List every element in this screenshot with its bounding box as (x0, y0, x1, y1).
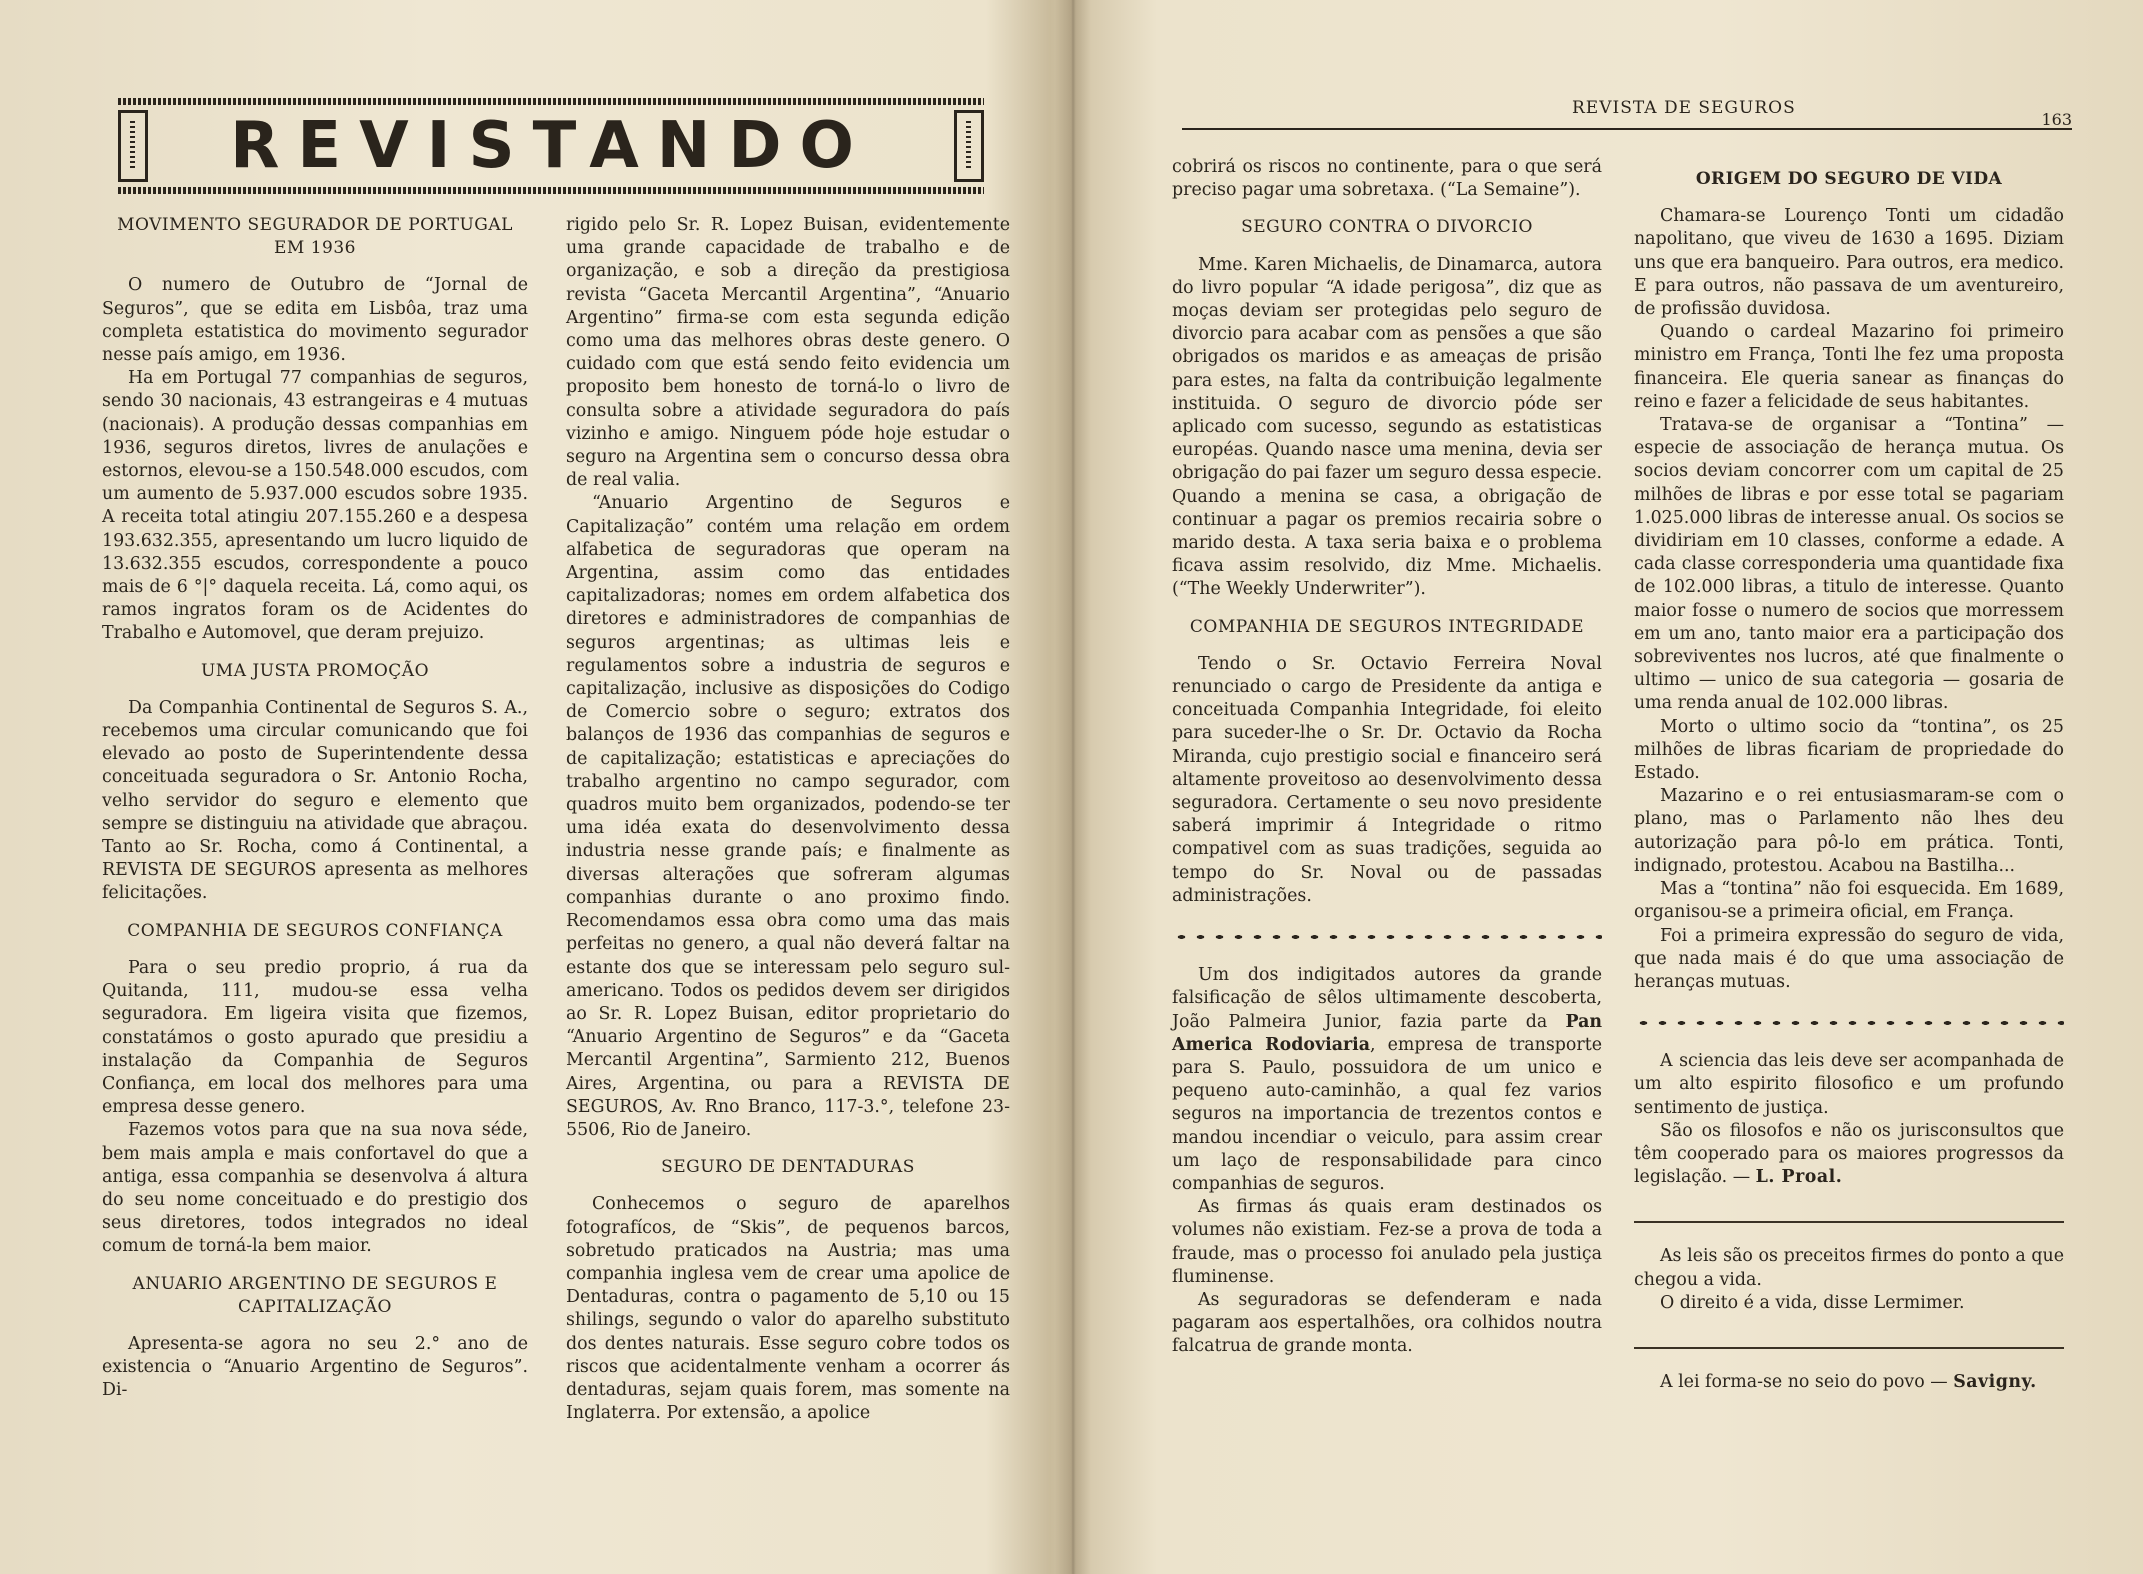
paragraph: cobrirá os riscos no continente, para o que será preciso pagar uma sobretaxa. (“La Semaine”). (1172, 157, 1602, 201)
paragraph: Mme. Karen Michaelis, de Dinamarca, autora do livro popular “A idade perigosa”, diz que as moças deviam ser protegidas pelo seguro de divorcio para acabar com as pensões a que são obrigados os maridos e as ameaças de prisão para estes, na falta da contribuição legalmente instituida. O seguro de divorcio póde ser aplicado com sucesso, segundo as estatisticas européas. Quando nasce uma menina, devia ser obrigação do pai fazer um seguro dessa especie. Quando a menina se casa, a obrigação de continuar a pagar os premios recairia sobre o marido desta. A taxa seria baixa e o problema ficava assim resolvido, diz Mme. Michaelis. (“The Weekly Underwriter”). (1172, 254, 1602, 600)
running-head-title: REVISTA DE SEGUROS (1572, 98, 1796, 118)
rule-divider (1634, 1213, 2064, 1223)
section-title: UMA JUSTA PROMOÇÃO (200, 660, 430, 681)
section-title: SEGURO DE DENTADURAS (661, 1157, 915, 1178)
section-title: ORIGEM DO SEGURO DE VIDA (1695, 169, 2003, 189)
column-2 (566, 214, 1010, 1425)
right-page (1072, 0, 2143, 1574)
section-title: COMPANHIA DE SEGUROS INTEGRIDADE (1189, 616, 1585, 637)
section-title: SEGURO CONTRA O DIVORCIO (1241, 217, 1533, 238)
quote (1634, 1371, 2064, 1394)
page-number: 163 (2041, 110, 2072, 129)
section-title: MOVIMENTO SEGURADOR DE PORTUGAL EM 1936 (117, 215, 513, 259)
masthead-rule-top (118, 98, 984, 105)
quote: A sciencia das leis deve ser acompanhada de um alto espirito filosofico e um profundo sentimento de justiça. (1634, 1051, 2064, 1118)
column-3 (1172, 156, 1602, 1359)
column-4 (1634, 156, 2064, 1394)
rule-divider (1634, 1339, 2064, 1349)
paragraph: Ha em Portugal 77 companhias de seguros, sendo 30 nacionais, 43 estrangeiras e 4 mutuas (nacionais). A produção dessas companhias em 1936, seguros diretos, livres de anulações e estornos, elevou-se a 150.548.000 escudos, com um aumento de 5.937.000 escudos sobre 1935. A receita total atingiu 207.155.260 e a despesa 193.632.355, apresentando um lucro liquido de 13.632.355 escudos, correspondente a pouco mais de 6 °|° daquela receita. Lá, como aqui, os ramos ingratos foram os de Acidentes do Trabalho e Automovel, que deram prejuizo. (102, 368, 528, 644)
paragraph: Foi a primeira expressão do seguro de vida, que nada mais é do que uma associação de heranças mutuas. (1634, 925, 2064, 992)
paragraph: O numero de Outubro de “Jornal de Seguros”, que se edita em Lisbôa, traz uma completa estatistica do movimento segurador nesse país amigo, em 1936. (102, 275, 528, 366)
paragraph: Tratava-se de organisar a “Tontina” — especie de associação de herança mutua. Os socios deviam concorrer com um capital de 25 milhões de libras e por esse total se pagariam 1.025.000 libras de interesse anual. Os socios se dividiriam em 10 classes, conforme a edade. A cada classe corresponderia uma quantidade fixa de 102.000 libras, a titulo de interesse. Quanto maior fosse o numero de socios que morressem em um ano, tanto maior era a participação dos sobreviventes nos lucros, até que finalmente o ultimo — unico de sua categoria — gosaria de uma renda anual de 102.000 libras. (1634, 415, 2064, 714)
section-title: ANUARIO ARGENTINO DE SEGUROS E CAPITALIZAÇÃO (132, 1273, 498, 1317)
paragraph: rigido pelo Sr. R. Lopez Buisan, evidentemente uma grande capacidade de trabalho e de organização, e sob a direção da prestigiosa revista “Gaceta Mercantil Argentina”, “Anuario Argentino” firma-se com esta segunda edição como uma das melhores obras deste genero. O cuidado com que está sendo feito evidencia um proposito bem honesto de torná-lo o livro de consulta sobre a atividade seguradora do país vizinho e amigo. Ninguem póde hoje estudar o seguro na Argentina sem o concurso dessa obra de real valia. (566, 215, 1010, 491)
paragraph: “Anuario Argentino de Seguros e Capitalização” contém uma relação em ordem alfabetica de seguradoras que operam na Argentina, assim como das entidades capitalizadoras; nomes em ordem alfabetica dos diretores e administradores de companhias de seguros argentinas; as ultimas leis e regulamentos sobre a industria de seguros e capitalização, inclusive as disposições do Codigo de Comercio sobre o seguro; extratos dos balanços de 1936 das companhias de seguros e de capitalização; estatisticas e apreciações do trabalho argentino no campo segurador, com quadros muito bem organizados, podendo-se ter uma idéa exata do desenvolvimento dessa industria nesse grande país; e finalmente as diversas alterações que sofreram algumas companhias durante o ano proximo findo. Recomendamos essa obra como uma das mais perfeitas no genero, a qual não deverá faltar na estante dos que se interessam pelo seguro sul-americano. Todos os pedidos devem ser dirigidos ao Sr. R. Lopez Buisan, editor proprietario do “Anuario Argentino de Seguros” e da “Gaceta Mercantil Argentina”, Sarmiento 212, Buenos Aires, Argentina, ou para a REVISTA DE SEGUROS, Av. Rno Branco, 117-3.°, telefone 23-5506, Rio de Janeiro. (566, 493, 1010, 1140)
masthead-ornament-left (118, 110, 148, 182)
paragraph: As seguradoras se defenderam e nada pagaram aos espertalhões, ora colhidos noutra falcatrua de grande monta. (1172, 1289, 1602, 1357)
paragraph: Fazemos votos para que na sua nova séde, bem mais ampla e mais confortavel do que a antiga, essa companhia se desenvolva á altura do seu nome conceituado e do prestigio dos seus diretores, todos integrados no ideal comum de torná-la bem maior. (102, 1120, 528, 1257)
paragraph: Chamara-se Lourenço Tonti um cidadão napolitano, que viveu de 1630 a 1695. Diziam uns que era banqueiro. Para outros, era medico. E para outros, não passava de um aventureiro, de profissão duvidosa. (1634, 206, 2064, 320)
paragraph: Para o seu predio proprio, á rua da Quitanda, 111, mudou-se essa velha seguradora. Em ligeira visita que fizemos, constatámos o gosto apurado que presidiu a instalação da Companhia de Seguros Confiança, em local dos melhores para uma empresa desse genero. (102, 957, 528, 1118)
paragraph: Conhecemos o seguro de aparelhos fotografícos, de “Skis”, de pequenos barcos, sobretudo praticados na Austria; mas uma companhia inglesa vem de crear uma apolice de Dentaduras, contra o pagamento de 5,10 ou 15 shilings, segundo o valor do aparelho substituto dos dentes naturais. Esse seguro cobre todos os riscos que acidentalmente venham a ocorrer ás dentaduras, sejam quais forem, mas somente na Inglaterra. Por extensão, a apolice (566, 1194, 1010, 1424)
ornamental-divider (1172, 930, 1602, 944)
masthead (118, 98, 984, 194)
text-run: , empresa de transporte para S. Paulo, possuidora de um unico e pequeno auto-caminhão, a qual fez varios seguros na importancia de trezentos contos e mandou incendiar o veiculo, para assim crear um laço de responsabilidade para cinco companhias de seguros. (1172, 1034, 1602, 1194)
masthead-rule-bottom (118, 187, 984, 194)
running-head-rule (1182, 128, 2072, 130)
section-title: COMPANHIA DE SEGUROS CONFIANÇA (127, 920, 503, 941)
quote-text: São os filosofos e não os jurisconsultos que têm cooperado para os maiores progressos da legislação. — (1634, 1120, 2064, 1188)
quote-author: Savigny. (1953, 1371, 2037, 1392)
quote-author: L. Proal. (1755, 1167, 1843, 1188)
running-head (1182, 96, 2072, 130)
company-name: Pan America Rodoviaria (1172, 1011, 1602, 1055)
quote (1634, 1120, 2064, 1190)
column-1 (102, 214, 528, 1403)
quote-text: A lei forma-se no seio do povo — (1660, 1371, 1954, 1392)
paragraph (1172, 964, 1602, 1196)
masthead-title: REVISTANDO (230, 109, 872, 183)
quote: O direito é a vida, disse Lermimer. (1660, 1292, 1965, 1313)
paragraph: As firmas ás quais eram destinados os volumes não existiam. Fez-se a prova de toda a fraude, mas o processo foi anulado pela justiça fluminense. (1172, 1197, 1602, 1287)
paragraph: Apresenta-se agora no seu 2.° ano de existencia o “Anuario Argentino de Seguros”. Di- (102, 1333, 528, 1401)
paragraph: Quando o cardeal Mazarino foi primeiro ministro em França, Tonti lhe fez uma proposta financeira. Ele queria sanear as finanças do reino e fazer a felicidade de seus habitantes. (1634, 322, 2064, 412)
paragraph: Morto o ultimo socio da “tontina”, os 25 milhões de libras ficariam de propriedade do Estado. (1634, 716, 2064, 784)
ornamental-divider (1634, 1016, 2064, 1030)
paragraph: Mas a “tontina” não foi esquecida. Em 1689, organisou-se a primeira oficial, em França. (1634, 879, 2064, 923)
paragraph: Tendo o Sr. Octavio Ferreira Noval renunciado o cargo de Presidente da antiga e conceituada Companhia Integridade, foi eleito para suceder-lhe o Sr. Dr. Octavio da Rocha Miranda, cujo prestigio social e financeiro será altamente proveitoso ao desenvolvimento dessa seguradora. Certamente o seu novo presidente saberá imprimir á Integridade o ritmo compativel com as suas tradições, seguida ao tempo do Sr. Noval ou de passadas administrações. (1172, 653, 1602, 906)
paragraph: Mazarino e o rei entusiasmaram-se com o plano, mas o Parlamento não lhes deu autorização para pô-lo em prática. Tonti, indignado, protestou. Acabou na Bastilha... (1634, 786, 2064, 876)
paragraph: Da Companhia Continental de Seguros S. A., recebemos uma circular comunicando que foi elevado ao posto de Superintendente dessa conceituada seguradora o Sr. Antonio Rocha, velho servidor do seguro e elemento que sempre se distinguiu na atividade que abraçou. Tanto ao Sr. Rocha, como á Continental, a REVISTA DE SEGUROS apresenta as melhores felicitações. (102, 697, 528, 904)
text-run: Um dos indigitados autores da grande falsificação de sêlos ultimamente descoberta, João Palmeira Junior, fazia parte da (1172, 965, 1602, 1032)
masthead-ornament-right (954, 110, 984, 182)
quote: As leis são os preceitos firmes do ponto a que chegou a vida. (1634, 1246, 2064, 1290)
